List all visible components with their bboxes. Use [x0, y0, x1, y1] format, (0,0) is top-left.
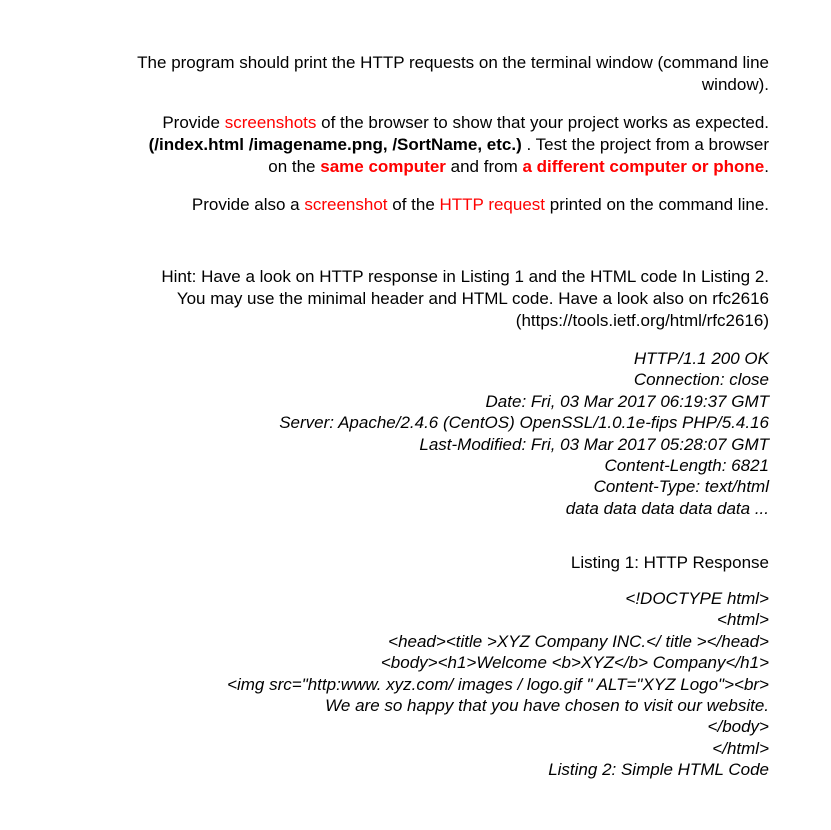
code-line: Content-Type: text/html — [593, 477, 769, 497]
paragraph-line — [49, 156, 769, 178]
paragraph-provide-screenshots — [49, 112, 769, 178]
text-run: Provide also a — [191, 195, 305, 214]
code-line: HTTP/1.1 200 OK — [633, 349, 769, 368]
text-run: of the browser to show that your project works as expected. — [316, 113, 769, 132]
code-line: Connection: close — [633, 370, 769, 390]
paragraph-line — [49, 112, 769, 134]
paragraph-line: Hint: Have a look on HTTP response in Listing 1 and the HTML code In Listing 2. — [161, 267, 769, 286]
code-line: <img src="http:www. xyz.com/ images / logo.gif " ALT="XYZ Logo"><br> — [227, 674, 769, 694]
code-line: <html> — [717, 610, 769, 630]
text-run: and from — [445, 157, 523, 176]
paragraph-line: The program should print the HTTP requests on the terminal window (command line — [137, 53, 769, 72]
rfc-link-text: (https://tools.ietf.org/html/rfc2616) — [515, 311, 769, 330]
highlight-http-request: HTTP request — [439, 195, 546, 214]
text-run: Provide — [162, 113, 225, 132]
html-code-listing — [49, 588, 769, 781]
code-line: We are so happy that you have chosen to visit our website. — [325, 696, 769, 716]
code-line: </html> — [712, 738, 769, 758]
paragraph-line — [49, 134, 769, 156]
code-line: Content-Length: 6821 — [604, 456, 769, 476]
text-run: of the — [387, 195, 440, 214]
code-line: Last-Modified: Fri, 03 Mar 2017 05:28:07 GMT — [419, 434, 769, 454]
paragraph-provide-request-screenshot — [49, 194, 769, 216]
highlight-different-computer: a different computer or phone — [522, 157, 765, 176]
paragraph-line: You may use the minimal header and HTML code. Have a look also on rfc2616 — [176, 289, 769, 308]
text-run: . — [764, 157, 769, 176]
url-list-bold: (/index.html /imagename.png, /SortName, etc.) — [148, 135, 522, 154]
code-line: <head><title >XYZ Company INC.</ title ></head> — [388, 631, 769, 651]
code-line: data data data data data ... — [565, 498, 769, 518]
highlight-screenshot: screenshot — [304, 195, 388, 214]
code-line: <!DOCTYPE html> — [625, 589, 769, 608]
text-run: printed on the command line. — [545, 195, 769, 214]
paragraph-hint — [49, 266, 769, 332]
highlight-screenshots: screenshots — [224, 113, 317, 132]
paragraph-print-requests — [49, 52, 769, 96]
caption-text: Listing 1: HTTP Response — [570, 553, 769, 572]
text-run: . Test the project from a browser — [521, 135, 769, 154]
listing-1-caption — [49, 552, 769, 574]
http-response-listing — [49, 348, 769, 519]
code-line: </body> — [707, 717, 769, 737]
text-run: on the — [268, 157, 321, 176]
listing-2-caption: Listing 2: Simple HTML Code — [548, 760, 769, 780]
paragraph-line: window). — [701, 75, 769, 94]
code-line: Date: Fri, 03 Mar 2017 06:19:37 GMT — [485, 391, 769, 411]
paragraph-line — [49, 194, 769, 216]
code-line: <body><h1>Welcome <b>XYZ</b> Company</h1> — [380, 653, 769, 673]
code-line: Server: Apache/2.4.6 (CentOS) OpenSSL/1.0.1e-fips PHP/5.4.16 — [279, 413, 769, 433]
highlight-same-computer: same computer — [320, 157, 446, 176]
